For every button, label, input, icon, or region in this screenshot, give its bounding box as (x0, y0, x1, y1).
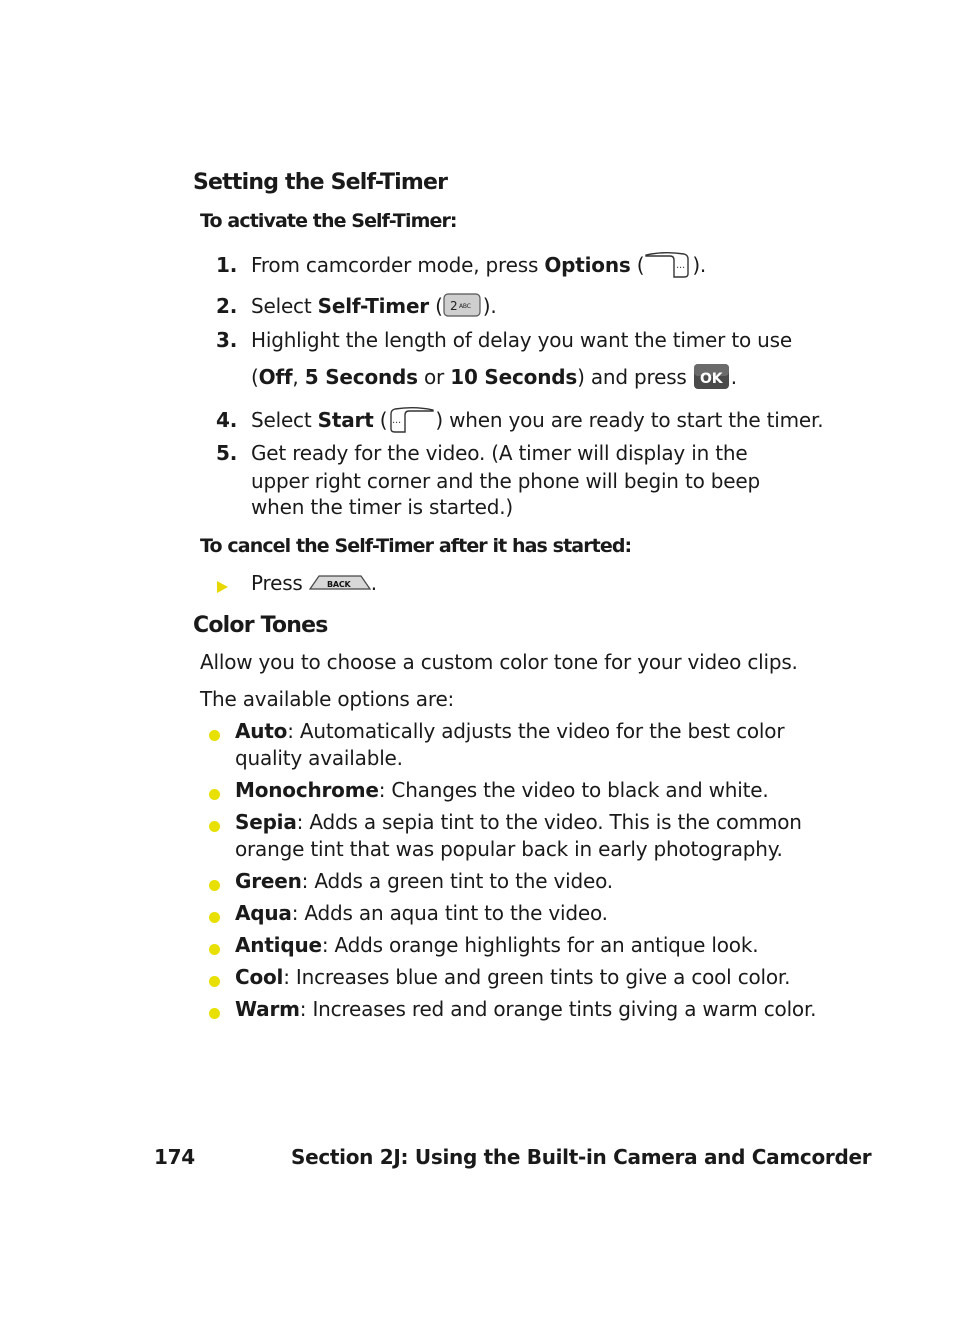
intro-text: Allow you to choose a custom color tone for your video clips. (200, 650, 798, 674)
bullet-icon (209, 880, 220, 891)
step-3-line-2: (Off, 5 Seconds or 10 Seconds) and press OK . (251, 362, 737, 395)
step-1: 1. From camcorder mode, press Options ( ··· ). (216, 250, 706, 283)
svg-text:ABC: ABC (458, 303, 471, 310)
bullet-icon (209, 944, 220, 955)
option-sepia-line-2: orange tint that was popular back in early photography. (235, 837, 783, 861)
bullet-icon (209, 1008, 220, 1019)
step-2: 2. Select Self-Timer ( 2 ABC ). (216, 292, 497, 323)
right-softkey-icon (644, 250, 692, 283)
option-auto: Auto: Automatically adjusts the video for the best color (235, 719, 785, 743)
svg-text:···: ··· (676, 263, 686, 274)
step-5-line-3: when the timer is started.) (251, 495, 513, 519)
svg-text:···: ··· (392, 418, 402, 429)
step-4: 4. Select Start ( ··· ) when you are ready to start the timer. (216, 405, 823, 438)
step-5: 5. Get ready for the video. (A timer will display in the (216, 441, 748, 465)
svg-text:BACK: BACK (326, 579, 351, 589)
option-aqua: Aqua: Adds an aqua tint to the video. (235, 901, 608, 925)
option-warm: Warm: Increases red and orange tints giving a warm color. (235, 997, 817, 1021)
options-label: The available options are: (200, 687, 455, 711)
option-monochrome: Monochrome: Changes the video to black and white. (235, 778, 769, 802)
step-number: 2. (216, 294, 238, 318)
bullet-icon (209, 789, 220, 800)
bullet-icon (209, 821, 220, 832)
subheading-activate: To activate the Self-Timer: (200, 210, 457, 232)
page-number: 174 (154, 1145, 195, 1169)
svg-text:2: 2 (449, 299, 458, 313)
ok-key-icon (693, 362, 731, 395)
arrow-bullet-icon (217, 581, 228, 593)
option-green: Green: Adds a green tint to the video. (235, 869, 613, 893)
section-heading-color-tones: Color Tones (193, 613, 328, 638)
svg-text:OK: OK (699, 371, 723, 387)
option-antique: Antique: Adds orange highlights for an antique look. (235, 933, 759, 957)
option-auto-line-2: quality available. (235, 746, 403, 770)
left-softkey-icon (387, 405, 435, 438)
step-number: 1. (216, 253, 238, 277)
key-2abc-icon (443, 292, 483, 323)
section-heading-self-timer: Setting the Self-Timer (193, 170, 448, 195)
bullet-icon (209, 730, 220, 741)
back-key-icon (309, 573, 371, 597)
subheading-cancel: To cancel the Self-Timer after it has started: (200, 535, 632, 557)
section-title-footer: Section 2J: Using the Built-in Camera and Camcorder (291, 1145, 872, 1169)
step-number: 5. (216, 441, 238, 465)
option-sepia: Sepia: Adds a sepia tint to the video. This is the common (235, 810, 802, 834)
step-5-line-2: upper right corner and the phone will begin to beep (251, 469, 760, 493)
bullet-icon (209, 912, 220, 923)
option-cool: Cool: Increases blue and green tints to give a cool color. (235, 965, 791, 989)
step-number: 3. (216, 328, 238, 352)
cancel-step: Press BACK . (251, 571, 377, 595)
bullet-icon (209, 976, 220, 987)
step-number: 4. (216, 408, 238, 432)
step-3: 3. Highlight the length of delay you want the timer to use (216, 328, 792, 352)
